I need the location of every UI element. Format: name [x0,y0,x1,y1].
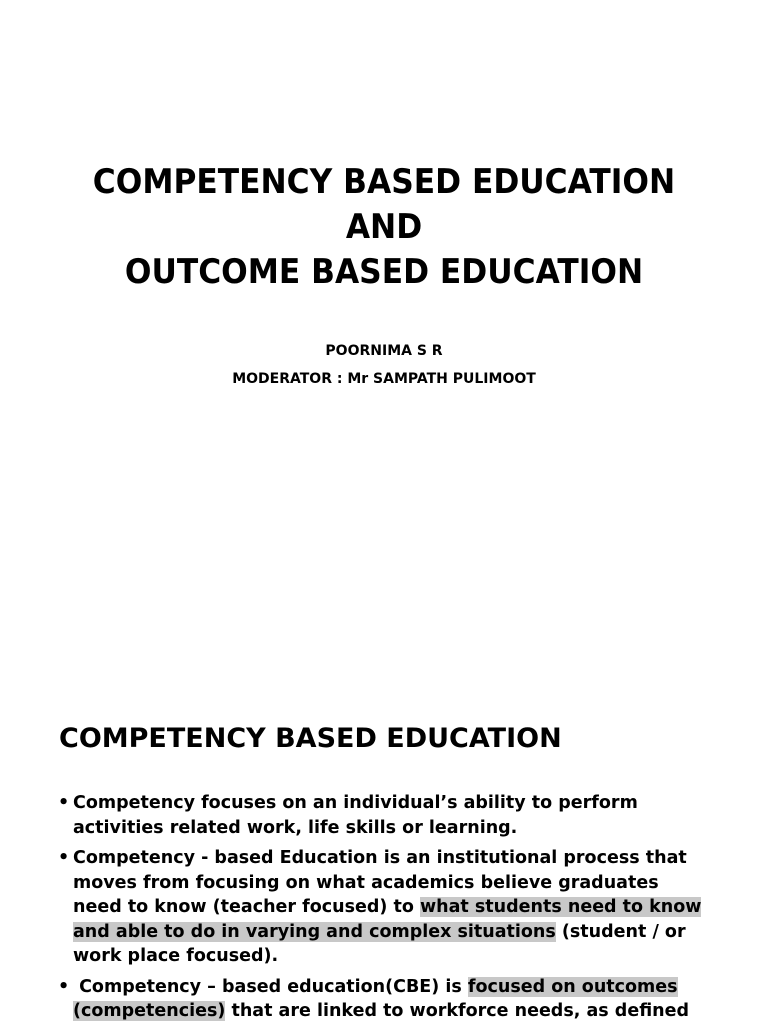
plain-text: need to know (teacher focused) to [73,897,420,917]
plain-text: Competency – based education(CBE) is [73,976,468,997]
highlighted-text: what students need to know [420,897,702,917]
highlighted-text: focused on outcomes [467,976,678,997]
bullet-3-line-2 [73,999,716,1024]
content-slide [0,576,768,1024]
title-line-1: COMPETENCY BASED EDUCATION [92,162,676,202]
bullet-2-line-2: moves from focusing on what academics believe graduates [73,872,659,893]
author-name: POORNIMA S R [325,343,443,359]
title-line-2: AND [345,207,423,247]
bullet-icon: • [58,793,70,813]
bullet-list [56,791,716,1030]
bullet-item-3 [56,975,716,1024]
bullet-icon: • [58,848,70,868]
bullet-2-line-4 [73,920,716,945]
bullet-1-line-2: activities related work, life skills or learning. [73,817,518,838]
highlighted-text: (competencies) [73,1001,226,1021]
plain-text: that are linked to workforce needs, as defined [225,1001,690,1021]
plain-text: (student / or [555,921,686,942]
title-line-3: OUTCOME BASED EDUCATION [124,252,644,292]
bullet-icon: • [58,976,70,997]
bullet-item-1 [56,791,716,840]
bullet-2-line-5: work place focused). [73,946,279,966]
bullet-2-line-3 [73,895,716,920]
bullet-3-line-1 [73,975,716,1000]
moderator-name: MODERATOR : Mr SAMPATH PULIMOOT [232,371,536,387]
highlighted-text: and able to do in varying and complex situations [73,921,556,942]
slide-title [31,160,738,295]
bullet-item-2 [56,846,716,969]
bullet-2-line-1: Competency - based Education is an institutional process that [73,848,687,868]
section-heading: COMPETENCY BASED EDUCATION [59,723,562,754]
bullet-1-line-1: Competency focuses on an individual’s ability to perform [73,793,638,813]
